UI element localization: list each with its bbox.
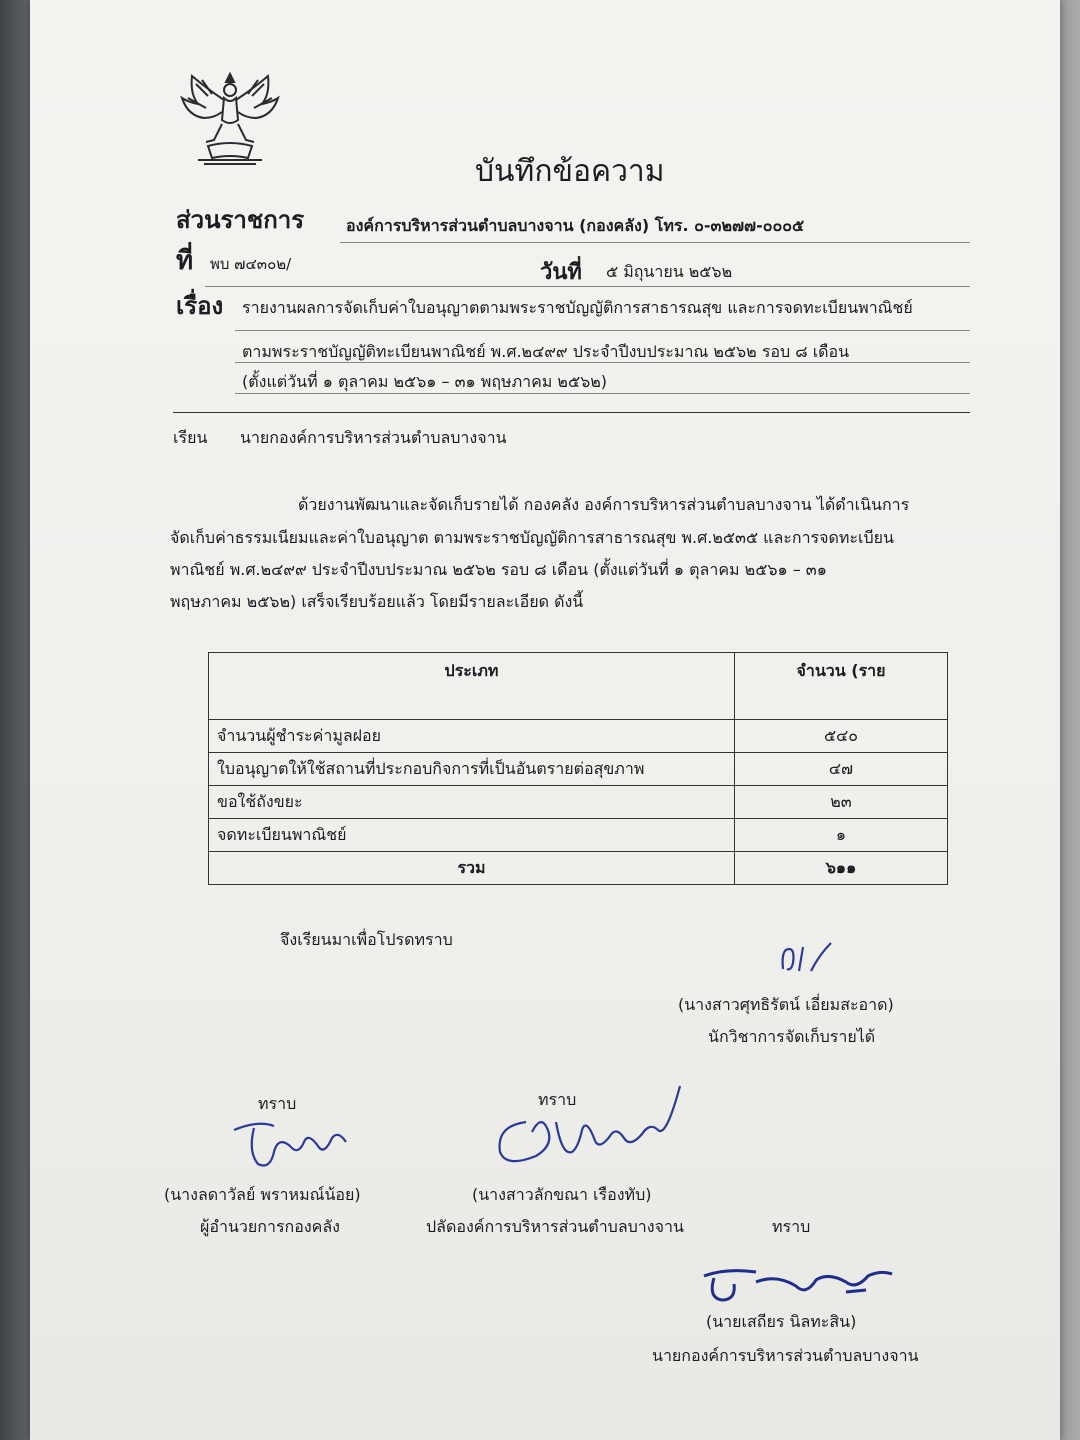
table-row — [209, 720, 948, 753]
garuda-emblem-icon — [178, 68, 282, 168]
header-divider — [173, 412, 970, 413]
table-header-count: จำนวน (ราย — [735, 653, 948, 720]
table-total-label: รวม — [209, 852, 735, 885]
subject-underline-3 — [235, 393, 970, 394]
mayor-signature — [696, 1262, 896, 1308]
director-name: (นางลดาวัลย์ พราหมณ์น้อย) — [164, 1185, 361, 1204]
table-cell-type: ขอใช้ถังขยะ — [209, 786, 735, 819]
director-position: ผู้อำนวยการกองคลัง — [200, 1217, 340, 1236]
table-total-row — [209, 852, 948, 885]
mayor-position: นายกองค์การบริหารส่วนตำบลบางจาน — [652, 1346, 919, 1365]
body-line-1: ด้วยงานพัฒนาและจัดเก็บรายได้ กองคลัง องค์การบริหารส่วนตำบลบางจาน ได้ดำเนินการ — [298, 495, 910, 514]
table-header-type: ประเภท — [209, 653, 735, 720]
author-signature — [775, 935, 855, 977]
agency-value: องค์การบริหารส่วนตำบลบางจาน (กองคลัง) โทร. ๐-๓๒๗๗-๐๐๐๕ — [346, 216, 805, 235]
deputy-ack: ทราบ — [538, 1090, 577, 1109]
table-row — [209, 786, 948, 819]
subject-underline-2 — [235, 362, 970, 363]
agency-underline — [340, 242, 970, 243]
subject-label: เรื่อง — [176, 292, 224, 320]
subject-underline-1 — [235, 330, 970, 331]
mayor-name: (นายเสถียร นิลทะสิน) — [706, 1312, 857, 1331]
table-cell-count: ๔๗ — [735, 753, 948, 786]
author-name: (นางสาวศุทธิรัตน์ เอี่ยมสะอาด) — [678, 995, 894, 1014]
to-label: เรียน — [173, 428, 208, 447]
director-signature — [228, 1112, 358, 1176]
agency-label: ส่วนราชการ — [176, 206, 305, 234]
table-row — [209, 819, 948, 852]
table-cell-type: จดทะเบียนพาณิชย์ — [209, 819, 735, 852]
table-cell-type: ใบอนุญาตให้ใช้สถานที่ประกอบกิจการที่เป็นอันตรายต่อสุขภาพ — [209, 753, 735, 786]
table-cell-type: จำนวนผู้ชำระค่ามูลฝอย — [209, 720, 735, 753]
table-cell-count: ๕๔๐ — [735, 720, 948, 753]
date-value: ๕ มิถุนายน ๒๕๖๒ — [606, 262, 733, 281]
table-cell-count: ๒๓ — [735, 786, 948, 819]
director-ack: ทราบ — [258, 1094, 297, 1113]
memo-page — [30, 0, 1060, 1440]
date-label: วันที่ — [540, 260, 582, 285]
subject-line-3: (ตั้งแต่วันที่ ๑ ตุลาคม ๒๕๖๑ – ๓๑ พฤษภาคม ๒๕๖๒) — [242, 372, 608, 391]
subject-line-2: ตามพระราชบัญญัติทะเบียนพาณิชย์ พ.ศ.๒๔๙๙ ประจำปีงบประมาณ ๒๕๖๒ รอบ ๘ เดือน — [242, 342, 850, 361]
revenue-table — [208, 652, 948, 885]
body-line-4: พฤษภาคม ๒๕๖๒) เสร็จเรียบร้อยแล้ว โดยมีรายละเอียด ดังนี้ — [170, 592, 584, 611]
closing-text: จึงเรียนมาเพื่อโปรดทราบ — [280, 930, 453, 949]
to-value: นายกองค์การบริหารส่วนตำบลบางจาน — [240, 428, 507, 447]
table-total-value: ๖๑๑ — [735, 852, 948, 885]
body-line-2: จัดเก็บค่าธรรมเนียมและค่าใบอนุญาต ตามพระราชบัญญัติการสาธารณสุข พ.ศ.๒๕๓๕ และการจดทะเบียน — [170, 528, 894, 547]
author-position: นักวิชาการจัดเก็บรายได้ — [708, 1027, 876, 1046]
subject-line-1: รายงานผลการจัดเก็บค่าใบอนุญาตตามพระราชบัญญัติการสาธารณสุข และการจดทะเบียนพาณิชย์ — [242, 298, 913, 317]
memo-title: บันทึกข้อความ — [475, 154, 665, 189]
deputy-name: (นางสาวลักขณา เรืองทับ) — [472, 1185, 652, 1204]
table-cell-count: ๑ — [735, 819, 948, 852]
mayor-ack: ทราบ — [772, 1217, 811, 1236]
ref-underline — [205, 286, 970, 287]
deputy-signature — [486, 1082, 686, 1174]
table-header-row — [209, 653, 948, 720]
ref-value: พบ ๗๔๓๐๒/ — [210, 255, 292, 273]
table-row — [209, 753, 948, 786]
body-line-3: พาณิชย์ พ.ศ.๒๔๙๙ ประจำปีงบประมาณ ๒๕๖๒ รอบ ๘ เดือน (ตั้งแต่วันที่ ๑ ตุลาคม ๒๕๖๑ – ๓๑ — [170, 560, 827, 579]
deputy-position: ปลัดองค์การบริหารส่วนตำบลบางจาน — [426, 1217, 684, 1236]
ref-label: ที่ — [176, 246, 194, 276]
